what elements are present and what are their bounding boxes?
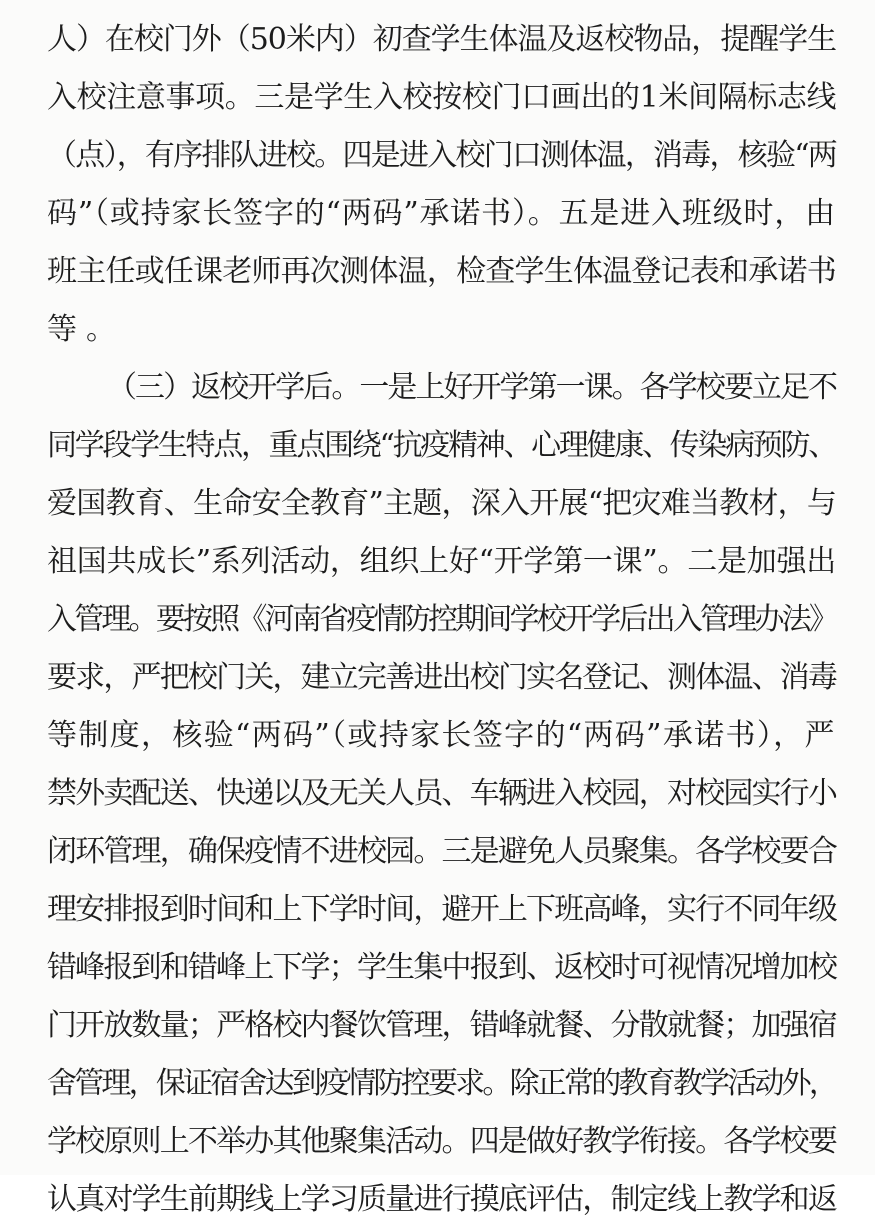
text-line-content: （点），有序排队进校。四是进入校门口测体温，消毒，核验“两: [47, 138, 837, 173]
text-line: [0, 185, 875, 243]
text-line: [0, 765, 875, 823]
text-line: [0, 243, 875, 301]
text-line-content: 错峰报到和错峰上下学；学生集中报到、返校时可视情况增加校: [47, 950, 837, 985]
text-line: [0, 417, 875, 475]
text-line: [0, 1113, 875, 1171]
text-line: [0, 591, 875, 649]
text-line-content: 班主任或任课老师再次测体温，检查学生体温登记表和承诺书: [47, 254, 836, 289]
text-line-content: 码”（或持家长签字的“两码”承诺书）。五是进入班级时，由: [47, 196, 836, 231]
text-line: [0, 823, 875, 881]
text-line: [0, 1171, 875, 1217]
text-line-content: 祖国共成长”系列活动，组织上好“开学第一课”。二是加强出: [47, 544, 837, 579]
text-line-content: 禁外卖配送、快递以及无关人员、车辆进入校园，对校园实行小: [47, 776, 837, 811]
text-line: [0, 301, 875, 359]
text-line-content: 舍管理，保证宿舍达到疫情防控要求。除正常的教育教学活动外，: [47, 1066, 837, 1101]
text-line: [0, 359, 875, 417]
text-line: [0, 69, 875, 127]
text-line: [0, 1055, 875, 1113]
text-line-content: 入管理。要按照《河南省疫情防控期间学校开学后出入管理办法》: [47, 602, 837, 637]
text-line: [0, 997, 875, 1055]
text-line: [0, 939, 875, 997]
text-line-content: 人）在校门外（50米内）初查学生体温及返校物品，提醒学生: [47, 22, 837, 57]
text-line-content: 理安排报到时间和上下学时间，避开上下班高峰，实行不同年级: [47, 892, 837, 927]
text-line: [0, 11, 875, 69]
text-line: [0, 707, 875, 765]
text-line-content: （三）返校开学后。一是上好开学第一课。各学校要立足不: [107, 370, 837, 405]
text-line-content: 要求，严把校门关，建立完善进出校门实名登记、测体温、消毒: [47, 660, 837, 695]
text-line-content: 等。: [47, 312, 125, 347]
text-line-content: 等制度，核验“两码”（或持家长签字的“两码”承诺书），严: [47, 718, 836, 753]
text-line-content: 入校注意事项。三是学生入校按校门口画出的1米间隔标志线: [47, 80, 837, 115]
text-line-content: 认真对学生前期线上学习质量进行摸底评估，制定线上教学和返: [47, 1182, 837, 1217]
text-line-content: 同学段学生特点，重点围绕“抗疫精神、心理健康、传染病预防、: [47, 428, 836, 463]
text-line: [0, 881, 875, 939]
text-line-content: 爱国教育、生命安全教育”主题，深入开展“把灾难当教材，与: [47, 486, 837, 521]
text-line: [0, 475, 875, 533]
text-line-content: 门开放数量；严格校内餐饮管理，错峰就餐、分散就餐；加强宿: [47, 1008, 837, 1043]
text-line: [0, 533, 875, 591]
text-line-content: 闭环管理，确保疫情不进校园。三是避免人员聚集。各学校要合: [47, 834, 837, 869]
text-line: [0, 127, 875, 185]
text-line: [0, 649, 875, 707]
text-line-content: 学校原则上不举办其他聚集活动。四是做好教学衔接。各学校要: [47, 1124, 837, 1159]
